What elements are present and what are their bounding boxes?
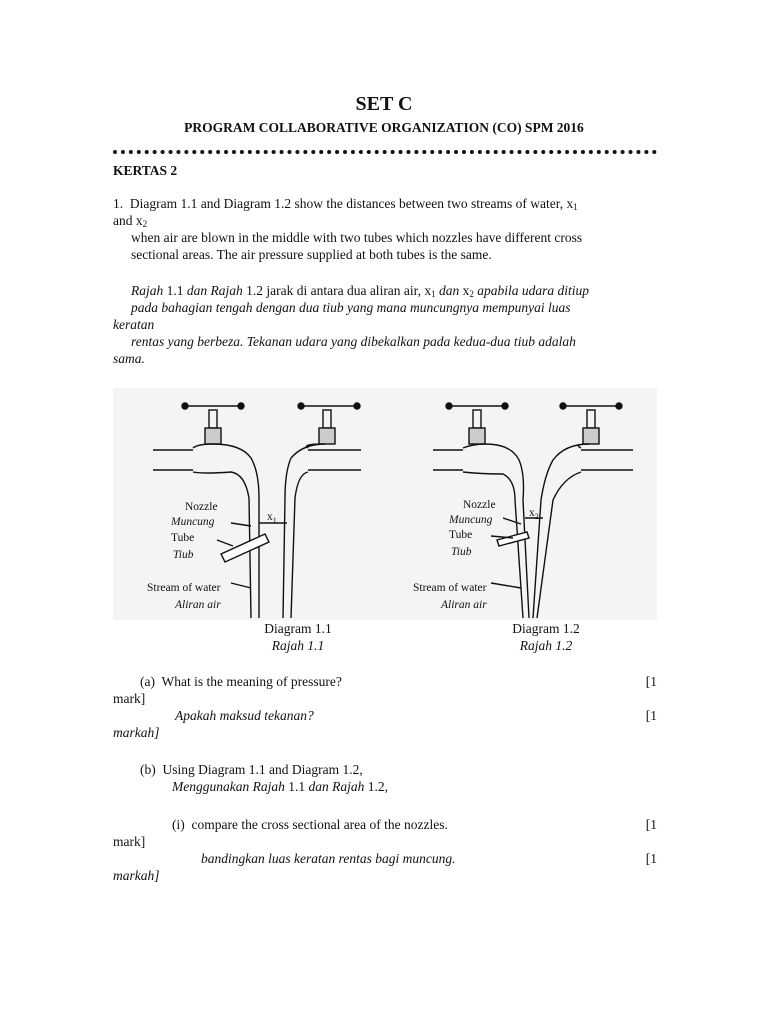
part-a-question: What is the meaning of pressure? [161, 674, 342, 689]
ms-text: rentas yang berbeza. Tekanan udara yang dibekalkan pada kedua-dua tiub adalah [131, 334, 576, 349]
ms-text: dan Rajah [308, 779, 365, 794]
label-nozzle-2: Nozzle [463, 499, 496, 511]
part-b-ms-row [113, 778, 657, 795]
part-b-i-en-row [113, 816, 657, 833]
question-1-line2 [113, 212, 657, 229]
ms-text: pada bahagian tengah dengan dua tiub yang mana muncungnya mempunyai luas [131, 300, 571, 315]
mark-bracket: [1 [645, 708, 657, 723]
part-a-ms-row [113, 707, 657, 724]
mark-text: mark] [113, 691, 146, 706]
question-1-english [113, 195, 657, 263]
malay-line2 [113, 299, 657, 316]
part-a-question-ms: Apakah maksud tekanan? [175, 708, 314, 723]
q1-text: Diagram 1.1 and Diagram 1.2 show the distances between two streams of water, x [129, 196, 574, 211]
ms-text: x [462, 283, 470, 298]
mark-bracket: [1 [645, 674, 657, 689]
part-b-en-row [113, 761, 657, 778]
part-b-i-question: compare the cross sectional area of the nozzles. [191, 817, 448, 832]
dotted-divider [113, 150, 657, 154]
part-b-i-ms-row [113, 850, 657, 867]
ms-text: apabila udara ditiup [473, 283, 590, 298]
markah-row [113, 724, 657, 741]
part-b-label: (b) [140, 762, 156, 777]
markah-text: markah] [113, 725, 160, 740]
set-title: SET C [355, 93, 413, 115]
ms-text: Rajah [131, 283, 164, 298]
part-b-i-question-ms: bandingkan luas keratan rentas bagi muncung. [201, 851, 456, 866]
malay-line3 [113, 316, 657, 333]
ms-text: dan [435, 283, 463, 298]
caption-diagram-1-2 [486, 620, 606, 654]
label-tube-2: Tube [449, 529, 473, 541]
label-muncung-1: Muncung [171, 516, 215, 528]
markah-row [113, 867, 657, 884]
ms-text: sama. [113, 351, 145, 366]
label-aliran-2: Aliran air [441, 599, 487, 611]
q1-sub1: 1 [573, 202, 578, 212]
caption-en: Diagram 1.1 [264, 621, 332, 636]
tap-diagrams [113, 388, 657, 620]
label-stream-1: Stream of water [147, 582, 221, 594]
caption-ms: Rajah 1.2 [519, 638, 573, 653]
label-muncung-2: Muncung [449, 514, 493, 526]
q1-text: and x [113, 213, 143, 228]
mark-text: mark] [113, 834, 146, 849]
question-1-line3: when air are blown in the middle with two tubes which nozzles have different cross [131, 230, 583, 245]
caption-ms: Rajah 1.1 [271, 638, 325, 653]
q1-sub2: 2 [142, 219, 148, 229]
program-title: PROGRAM COLLABORATIVE ORGANIZATION (CO) SPM 2016 [184, 120, 584, 135]
malay-line5 [113, 350, 657, 367]
part-b [113, 761, 657, 795]
ms-text: dan Rajah [186, 283, 243, 298]
caption-en: Diagram 1.2 [512, 621, 580, 636]
mark-bracket: [1 [645, 851, 657, 866]
ms-text: 1.1 [284, 779, 309, 794]
label-aliran-1: Aliran air [175, 599, 221, 611]
ms-sub: 1 [431, 289, 436, 299]
ms-text: 1.2, [364, 779, 388, 794]
part-a-en-row [113, 673, 657, 690]
question-1-line4: sectional areas. The air pressure supplied at both tubes is the same. [131, 247, 492, 262]
malay-line4 [113, 333, 657, 350]
label-tiub-1: Tiub [173, 549, 194, 561]
ms-text: 1.2 jarak di antara dua aliran air, x [242, 283, 432, 298]
label-tiub-2: Tiub [451, 546, 472, 558]
part-b-text: Using Diagram 1.1 and Diagram 1.2, [162, 762, 363, 777]
ms-sub: 2 [469, 289, 474, 299]
question-number: 1. [113, 196, 124, 211]
ms-text: keratan [113, 317, 155, 332]
label-stream-2: Stream of water [413, 582, 487, 594]
malay-line1 [113, 282, 657, 299]
label-x2: $x_2$ [529, 507, 539, 521]
label-tube-1: Tube [171, 532, 195, 544]
label-nozzle-1: Nozzle [185, 501, 218, 513]
label-x1: $x_1$ [267, 511, 277, 525]
part-a-label: (a) [140, 674, 155, 689]
markah-text: markah] [113, 868, 160, 883]
part-b-i-label: (i) [172, 817, 185, 832]
part-a [113, 673, 657, 741]
mark-bracket: [1 [645, 817, 657, 832]
ms-text: 1.1 [163, 283, 187, 298]
paper-label: KERTAS 2 [113, 163, 178, 178]
caption-diagram-1-1 [238, 620, 358, 654]
ms-text: Menggunakan Rajah [172, 779, 285, 794]
question-1-malay [113, 282, 657, 367]
part-b-i [113, 816, 657, 884]
question-1-line1 [113, 195, 657, 212]
